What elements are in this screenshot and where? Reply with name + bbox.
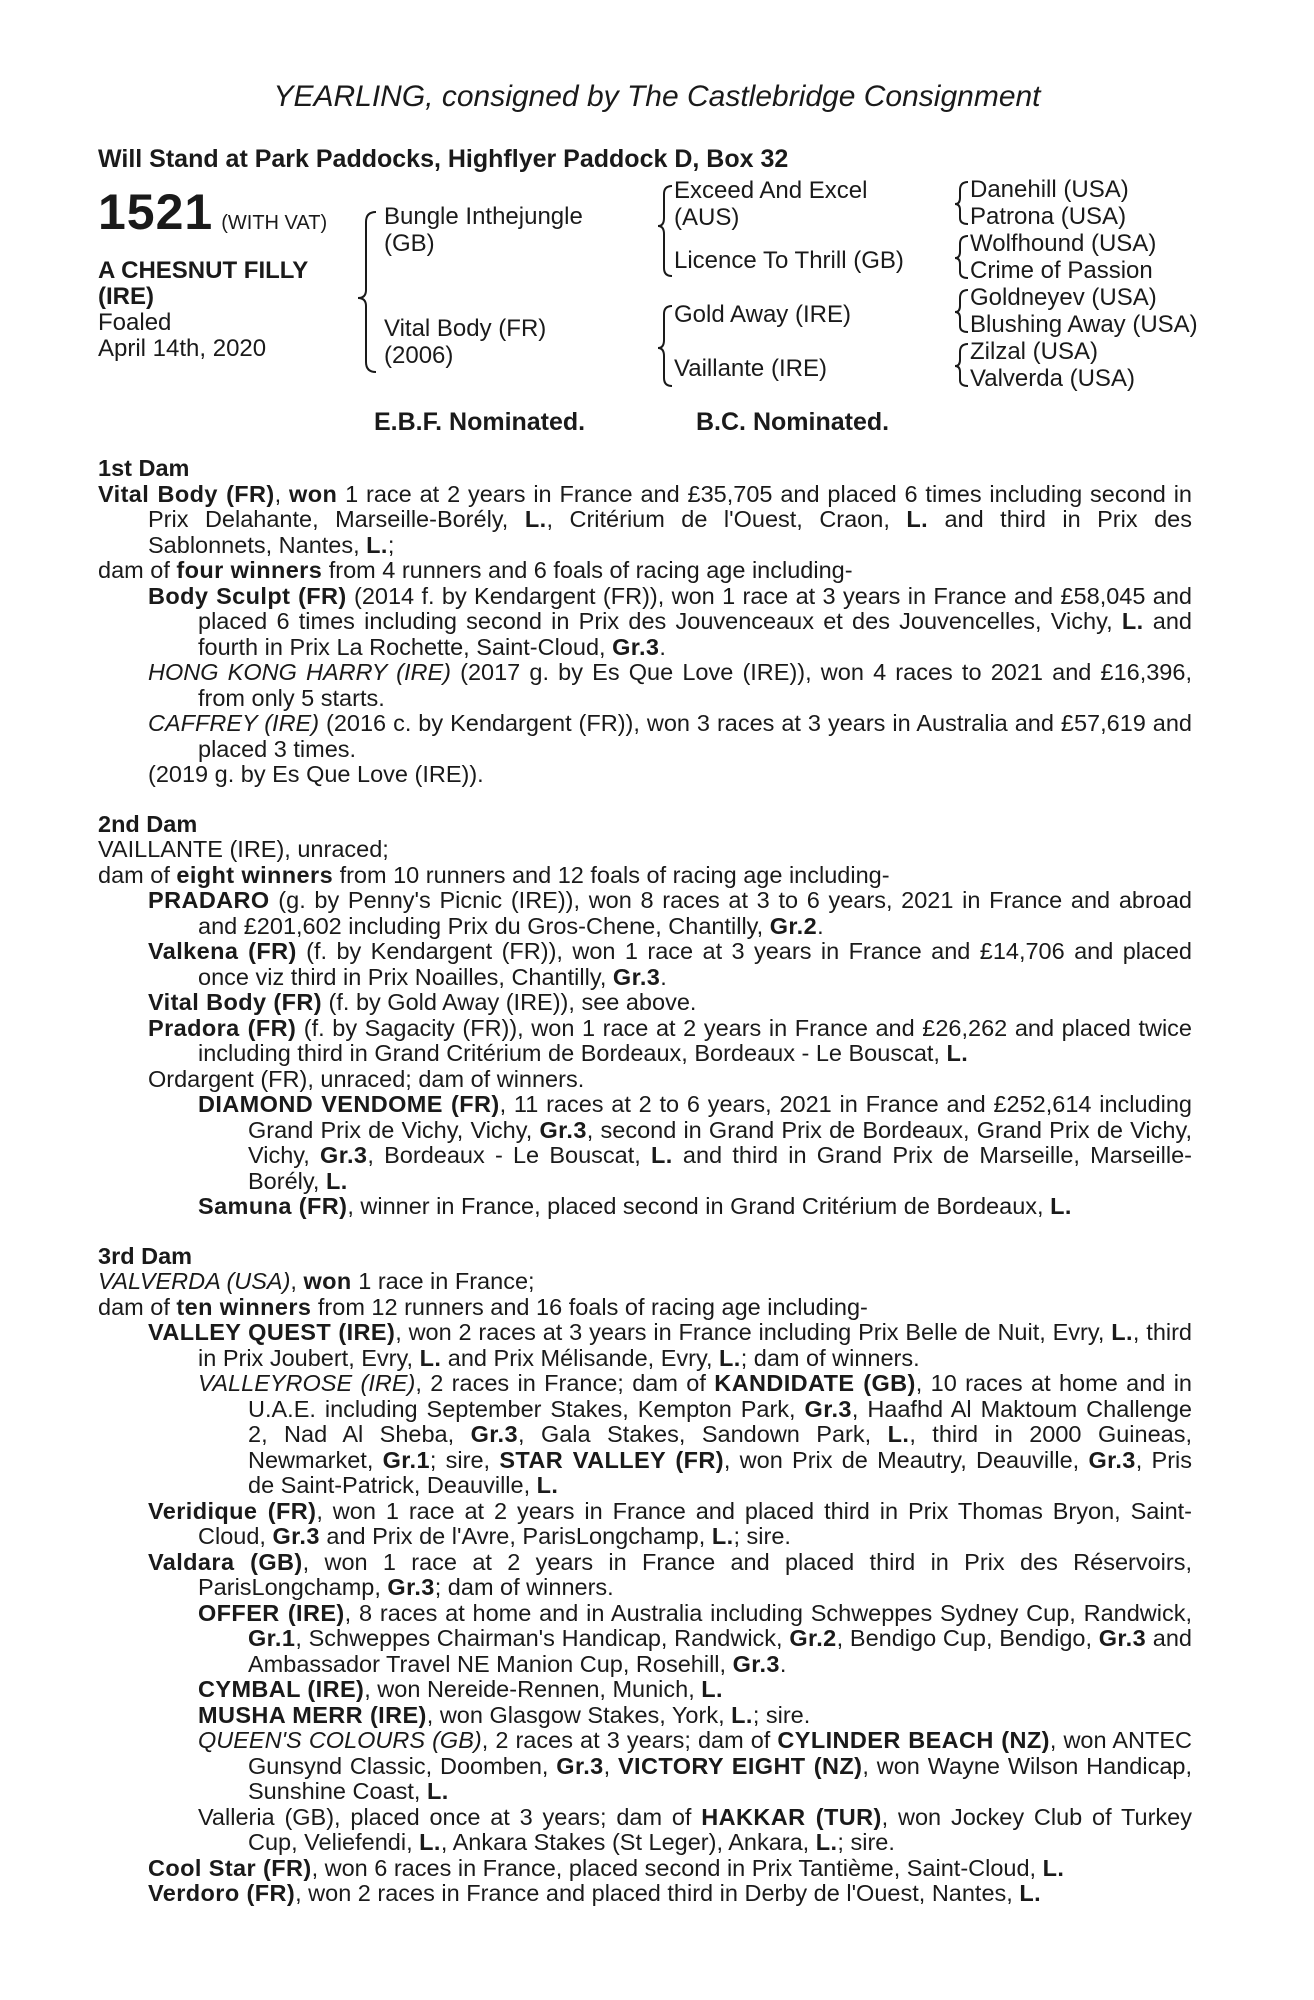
first-dam-produce-item: (2019 g. by Es Que Love (IRE)). <box>148 761 484 787</box>
pedigree-g6: Blushing Away (USA) <box>970 311 1198 338</box>
second-dam-produce-item: Vital Body (FR) (f. by Gold Away (IRE)), see above. <box>148 989 697 1015</box>
second-dam-heading: 2nd Dam <box>98 810 198 837</box>
pedigree-g5: Goldneyev (USA) <box>970 284 1157 311</box>
lot-number: 1521 <box>98 184 214 240</box>
pedigree-g4: Crime of Passion <box>970 257 1153 284</box>
pedigree-dam-sire: Gold Away (IRE) <box>674 301 851 328</box>
lot-vat: (WITH VAT) <box>221 212 328 234</box>
second-dam-produce-item: PRADARO (g. by Penny's Picnic (IRE)), won 8 races at 3 to 6 years, 2021 in France and abroad and £201,602 including Prix du Gros-Chene, Chantilly, Gr.2. <box>148 887 1192 939</box>
third-dam-produce-item: Valdara (GB), won 1 race at 2 years in France and placed third in Prix des Réservoirs, ParisLongchamp, Gr.3; dam of winners. <box>148 1548 1192 1600</box>
third-dam-grandproduce-item: OFFER (IRE), 8 races at home and in Australia including Schweppes Sydney Cup, Randwick, Gr.1, Schweppes Chairman's Handicap, Randwick, Gr.2, Bendigo Cup, Bendigo, Gr.3 and Ambassador Travel NE Manion Cup, Rosehill, Gr.3. <box>198 1599 1193 1677</box>
third-dam-produce-item: Cool Star (FR), won 6 races in France, placed second in Prix Tantième, Saint-Cloud, L. <box>148 1854 1065 1881</box>
first-dam-produce-summary: dam of four winners from 4 runners and 6 foals of racing age including- <box>98 557 853 583</box>
pedigree-dam: Vital Body (FR) (2006) <box>384 315 547 369</box>
foaled-label: Foaled <box>98 309 172 336</box>
third-dam-produce-item: Veridique (FR), won 1 race at 2 years in France and placed third in Prix Thomas Bryon, Saint-Cloud, Gr.3 and Prix de l'Avre, ParisLongchamp, L.; sire. <box>148 1497 1192 1549</box>
pedigree-g2: Patrona (USA) <box>970 203 1127 230</box>
pedigree-g8: Valverda (USA) <box>970 365 1135 392</box>
third-dam-grandproduce-item: VALLEYROSE (IRE), 2 races in France; dam of KANDIDATE (GB), 10 races at home and in U.A.E. including September Stakes, Kempton Park, Gr.3, Haafhd Al Maktoum Challenge 2, Nad Al Sheba, Gr.3, Gala Stakes, Sandown Park, L., third in 2000 Guineas, Newmarket, Gr.1; sire, STAR VALLEY (FR), won Prix de Meautry, Deauville, Gr.3, Pris de Saint-Patrick, Deauville, L. <box>198 1370 1193 1498</box>
third-dam-produce-item: Verdoro (FR), won 2 races in France and placed third in Derby de l'Ouest, Nantes, L. <box>148 1880 1042 1906</box>
first-dam-heading: 1st Dam <box>98 455 190 481</box>
third-dam-produce-summary: dam of ten winners from 12 runners and 16 foals of racing age including- <box>98 1293 868 1320</box>
page-header: YEARLING, consigned by The Castlebridge Consignment <box>273 80 1041 113</box>
third-dam-grandproduce-item: QUEEN'S COLOURS (GB), 2 races at 3 years; dam of CYLINDER BEACH (NZ), won ANTEC Gunsynd Classic, Doomben, Gr.3, VICTORY EIGHT (NZ), won Wayne Wilson Handicap, Sunshine Coast, L. <box>198 1727 1192 1804</box>
second-dam-grandproduce-item: DIAMOND VENDOME (FR), 11 races at 2 to 6 years, 2021 in France and £252,614 including Grand Prix de Vichy, Vichy, Gr.3, second in Grand Prix de Bordeaux, Grand Prix de Vichy, Vichy, Gr.3, Bordeaux - Le Bouscat, L. and third in Grand Prix de Marseille, Marseille-Borély, L. <box>198 1091 1193 1194</box>
second-dam-produce-item: Ordargent (FR), unraced; dam of winners. <box>148 1065 585 1092</box>
bc-nomination: B.C. Nominated. <box>696 408 890 436</box>
second-dam-record: VAILLANTE (IRE), unraced; <box>98 836 389 862</box>
third-dam-grandproduce-item: MUSHA MERR (IRE), won Glasgow Stakes, York, L.; sire. <box>198 1701 811 1728</box>
first-dam-produce-item: CAFFREY (IRE) (2016 c. by Kendargent (FR)), won 3 races at 3 years in Australia and £57,619 and placed 3 times. <box>148 710 1192 762</box>
second-dam-grandproduce-item: Samuna (FR), winner in France, placed second in Grand Critérium de Bordeaux, L. <box>198 1193 1072 1219</box>
second-dam-produce-summary: dam of eight winners from 10 runners and 12 foals of racing age including- <box>98 861 890 888</box>
pedigree-sire-sire: Exceed And Excel (AUS) <box>674 177 868 231</box>
pedigree-g1: Danehill (USA) <box>970 176 1129 203</box>
pedigree-g3: Wolfhound (USA) <box>970 230 1157 257</box>
third-dam-record: VALVERDA (USA), won 1 race in France; <box>98 1268 535 1294</box>
pedigree-dam-dam: Vaillante (IRE) <box>674 355 827 382</box>
first-dam-record: Vital Body (FR), won 1 race at 2 years in France and £35,705 and placed 6 times including second in Prix Delahante, Marseille-Borély, L., Critérium de l'Ouest, Craon, L. and third in Prix des Sablonnets, Nantes, L.; <box>98 480 1192 558</box>
third-dam-produce-item: VALLEY QUEST (IRE), won 2 races at 3 years in France including Prix Belle de Nuit, Evry, L., third in Prix Joubert, Evry, L. and Prix Mélisande, Evry, L.; dam of winners. <box>148 1319 1193 1371</box>
horse-name: A CHESNUT FILLY (IRE) <box>98 257 308 310</box>
catalogue-body <box>98 456 1192 1907</box>
pedigree-g7: Zilzal (USA) <box>970 338 1099 365</box>
ebf-nomination: E.B.F. Nominated. <box>374 408 586 436</box>
third-dam-heading: 3rd Dam <box>98 1242 193 1269</box>
first-dam-produce-item: HONG KONG HARRY (IRE) (2017 g. by Es Que Love (IRE)), won 4 races to 2021 and £16,396, from only 5 starts. <box>148 659 1192 711</box>
pedigree-sire: Bungle Inthejungle (GB) <box>384 203 583 257</box>
third-dam-grandproduce-item: CYMBAL (IRE), won Nereide-Rennen, Munich, L. <box>198 1676 723 1702</box>
foaled-date: April 14th, 2020 <box>98 335 267 362</box>
stand-location: Will Stand at Park Paddocks, Highflyer Paddock D, Box 32 <box>98 145 789 173</box>
second-dam-produce-item: Valkena (FR) (f. by Kendargent (FR)), won 1 race at 3 years in France and £14,706 and placed once viz third in Prix Noailles, Chantilly, Gr.3. <box>148 938 1192 990</box>
third-dam-grandproduce-item: Valleria (GB), placed once at 3 years; dam of HAKKAR (TUR), won Jockey Club of Turkey Cup, Veliefendi, L., Ankara Stakes (St Leger), Ankara, L.; sire. <box>198 1803 1192 1855</box>
second-dam-produce-item: Pradora (FR) (f. by Sagacity (FR)), won 1 race at 2 years in France and £26,262 and placed twice including third in Grand Critérium de Bordeaux, Bordeaux - Le Bouscat, L. <box>148 1014 1192 1066</box>
first-dam-produce-item: Body Sculpt (FR) (2014 f. by Kendargent (FR)), won 1 race at 3 years in France and £58,045 and placed 6 times including second in Prix des Jouvenceaux et des Jouvencelles, Vichy, L. and fourth in Prix La Rochette, Saint-Cloud, Gr.3. <box>148 582 1192 660</box>
pedigree-sire-dam: Licence To Thrill (GB) <box>674 247 904 274</box>
